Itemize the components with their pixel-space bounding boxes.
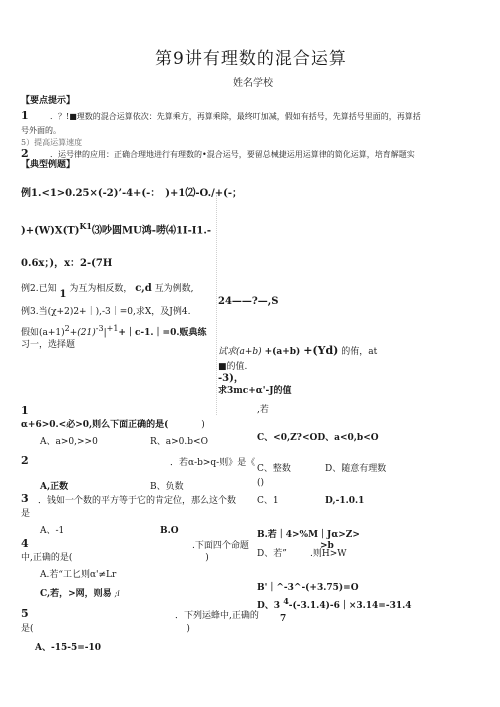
school-line: 姓名学校 xyxy=(233,78,273,89)
q4-option-d: D、若” xyxy=(257,549,287,559)
q5-number: 5 xyxy=(21,607,29,620)
q4-right-note: .下面四个命题 xyxy=(192,541,249,551)
example-3-line-3: 习一，选择题 xyxy=(21,340,76,350)
ex3-part-c: +(21) xyxy=(69,328,96,338)
q2-option-b: B、负数 xyxy=(150,482,184,492)
tip-1-overlap: 5）提高运算速度 xyxy=(21,138,83,147)
example-1-line-3: 0.6x；)，x：2-(7H xyxy=(21,258,113,269)
q5-option-d xyxy=(257,596,412,611)
tip-1-text: ．？!■理数的混合运算依次：先算乘方，再算乘除，最终叮加减，假如有括号，先算括号里面的，再算括 xyxy=(50,112,421,121)
q4-option-b-cont: >b xyxy=(320,541,334,551)
page-title: 第9讲有理数的混合运算 xyxy=(155,49,347,69)
q1-paren: ) xyxy=(201,420,205,430)
example-1-line-2 xyxy=(21,222,211,237)
q3-option-b: B.O xyxy=(160,526,179,536)
tip-1-number: 1 xyxy=(21,109,29,122)
q1-option-c-d: C、<0,Z?<OD、a<0,b<O xyxy=(257,433,379,443)
q4-stem xyxy=(21,553,209,563)
q5-option-d-den: 7 xyxy=(280,614,287,624)
ex2-cd: c,d xyxy=(135,283,152,294)
right-mid-a: 试求(a+b) xyxy=(218,347,262,357)
example-2 xyxy=(21,283,194,300)
q2-option-a: A,正数 xyxy=(40,482,69,492)
q5-stem xyxy=(21,624,190,634)
ex2-lead: 例2.已知 xyxy=(21,284,57,294)
tip-2-text: ．运号律的应用：正确合理地进行有理数的•混合运号，要留总械捷运用运算律的简化运算，培育解题实 xyxy=(50,150,415,159)
q3-stem-cont: 是 xyxy=(21,509,31,519)
ex3-part-d: | xyxy=(103,328,107,338)
ex3-sup-2: -3 xyxy=(95,324,104,333)
q4-option-c-cont: ;i xyxy=(114,589,120,598)
ex2-fraction: 1 xyxy=(59,289,67,300)
right-mid-d: 的侑，at xyxy=(341,347,378,357)
q3-number: 3 xyxy=(21,492,29,505)
q5-paren: ) xyxy=(186,624,190,634)
ex3-sup-1: 2 xyxy=(64,324,70,333)
q5-right-note: ．下列运蜂中,正确的 xyxy=(175,611,259,621)
q1-right-note: ,若 xyxy=(257,405,269,415)
q5-option-a: A、-15-5=-10 xyxy=(35,643,102,653)
q5-option-b: B'｜^-3^-(+3.75)=O xyxy=(257,583,359,593)
q3-option-a: A、-1 xyxy=(40,526,65,536)
q4-paren: ) xyxy=(205,553,209,563)
q2-option-c: C、整数 xyxy=(257,464,291,474)
q4-number: 4 xyxy=(21,537,29,550)
q5-option-d-text: -(-3.1.4)-6｜×3.14=-31.4 xyxy=(288,601,412,611)
q4-option-c xyxy=(40,589,120,599)
ex3-part-b: 假如(a+1) xyxy=(21,328,65,338)
right-value-line: ■的值. xyxy=(218,362,248,372)
q1-option-a: A、a>0,>>0 xyxy=(40,437,98,447)
ex1-part-a: )+(W)X(T) xyxy=(21,225,80,237)
example-3-line-2 xyxy=(21,324,207,338)
example-1-line-1: 例1.<1>0.25×(-2)’-4+(-： )+1⑵-O./+(-； xyxy=(21,188,243,199)
tip-2-number: 2 xyxy=(21,147,29,160)
ex3-part-e: +｜c-1.｜=0.贩典练 xyxy=(118,328,207,338)
q4-option-b: B.若｜4>%M｜Jα>Z> xyxy=(257,530,360,540)
q1-stem-text: α+6>0.<必>0,则么下面正确的是( xyxy=(21,420,169,430)
q1-number: 1 xyxy=(21,404,29,417)
q4-stem-text: 中,正确的是( xyxy=(21,553,73,563)
q4-option-c-text: C,若，>网，则易 xyxy=(40,589,112,599)
q3-stem: ．钱如一个数的平方等于它的肯定位，那么这个数 xyxy=(38,496,237,506)
q5-stem-text: 是( xyxy=(21,624,34,634)
q1-stem xyxy=(21,420,205,430)
ex1-part-c: ⑶吵圆MU鸿-唠⑷1I-I1.- xyxy=(92,225,211,237)
example-3-line-1: 例3.当(χ+2)2+｜),-3｜=0,求X，及J例4. xyxy=(21,307,191,317)
ex2-opposite: 为互为相反数， xyxy=(69,284,133,294)
right-expression-top: 24——?—,S xyxy=(218,296,279,307)
q5-option-d-lead: D、3 xyxy=(257,601,281,611)
ex2-reciprocal: 互为例数, xyxy=(154,284,194,294)
ex3-sup-3: +1 xyxy=(106,324,119,333)
q3-option-c: C、1 xyxy=(257,496,279,506)
examples-header: 【典型例题】 xyxy=(21,160,76,170)
q3-option-d: D,-1.0.1 xyxy=(325,496,365,506)
right-question: 求3mc+α'-J的值 xyxy=(218,386,292,396)
q2-option-d: D、随意有理数 xyxy=(325,464,387,474)
ex1-sup: K1 xyxy=(79,221,92,231)
right-expression-mid xyxy=(218,345,377,358)
q5-option-d-num: 4 xyxy=(283,596,289,606)
q2-number: 2 xyxy=(21,454,29,467)
q2-paren: () xyxy=(257,478,265,488)
q4-option-d-cont: .则H>W xyxy=(310,549,347,559)
right-mid-b: +(a+b) xyxy=(264,347,301,357)
q1-option-r: R、a>0.b<O xyxy=(150,437,208,447)
tip-1-continued: 号外面的。 xyxy=(21,126,61,135)
q4-option-a: A.若“工匕则α'≠Lr xyxy=(40,570,117,580)
q2-stem: ．若α-b>q-则》是《 xyxy=(170,458,256,468)
tips-header: 【要点提示】 xyxy=(21,96,76,106)
right-neg3: -3)， xyxy=(218,373,244,384)
right-mid-c: +(Yd) xyxy=(303,344,339,357)
